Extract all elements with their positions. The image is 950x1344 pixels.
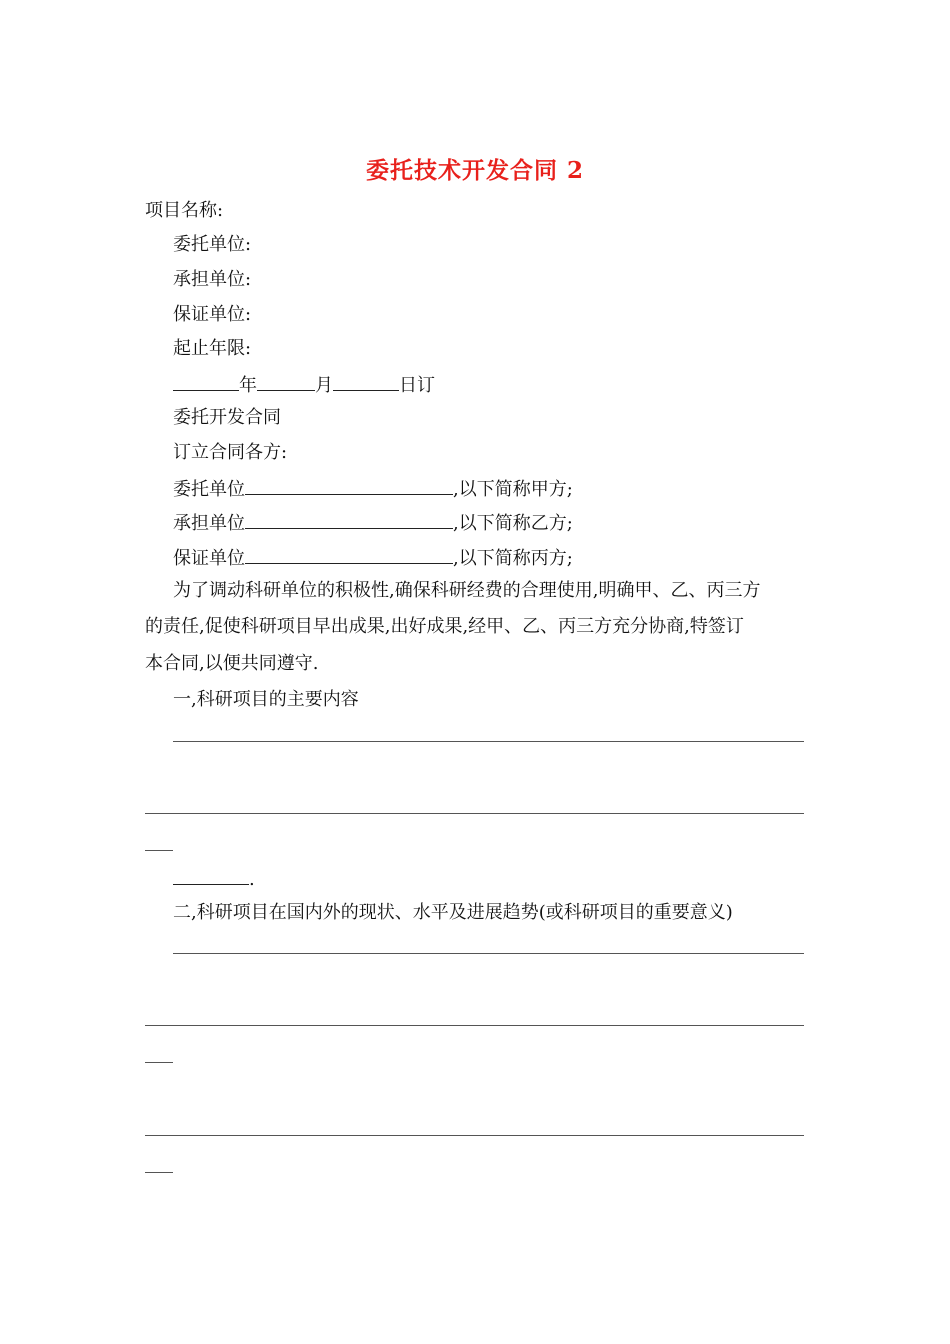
guarantee-unit-field: 保证单位: — [173, 304, 252, 325]
party-c-blank — [245, 545, 453, 564]
year-label: 年 — [239, 375, 257, 396]
party-b-line — [173, 510, 573, 536]
section1-end-blank — [173, 866, 249, 885]
party-a-line — [173, 476, 573, 502]
section1-end-mark: . — [249, 869, 255, 890]
party-c-label: 保证单位 — [173, 548, 245, 569]
party-b-suffix: ,以下简称乙方; — [453, 513, 573, 534]
party-b-blank — [245, 510, 453, 529]
section2-rule-tail-1 — [145, 1062, 173, 1063]
party-a-label: 委托单位 — [173, 479, 245, 500]
day-blank — [333, 372, 399, 391]
section1-rule-2 — [145, 813, 804, 814]
party-c-suffix: ,以下简称丙方; — [453, 548, 573, 569]
section2-heading: 二,科研项目在国内外的现状、水平及进展趋势(或科研项目的重要意义) — [173, 902, 733, 923]
section2-rule-2 — [145, 1025, 804, 1026]
party-b-label: 承担单位 — [173, 513, 245, 534]
section2-rule-1 — [173, 953, 804, 954]
project-name-field: 项目名称: — [145, 200, 224, 221]
section2-rule-tail-2 — [145, 1172, 173, 1173]
year-blank — [173, 372, 239, 391]
undertaking-unit-field: 承担单位: — [173, 269, 252, 290]
party-a-blank — [245, 476, 453, 495]
day-label: 日订 — [399, 375, 435, 396]
preamble-line-2: 的责任,促使科研项目早出成果,出好成果,经甲、乙、丙三方充分协商,特签订 — [145, 616, 744, 637]
section2-rule-3 — [145, 1135, 804, 1136]
party-c-line — [173, 545, 573, 571]
entrusting-unit-field: 委托单位: — [173, 234, 252, 255]
period-field: 起止年限: — [173, 338, 252, 359]
section1-end-line — [173, 866, 255, 892]
section1-heading: 一,科研项目的主要内容 — [173, 689, 359, 710]
document-title: 委托技术开发合同 2 — [365, 157, 584, 184]
section1-rule-tail — [145, 850, 173, 851]
preamble-line-1: 为了调动科研单位的积极性,确保科研经费的合理使用,明确甲、乙、丙三方 — [173, 580, 761, 601]
party-a-suffix: ,以下简称甲方; — [453, 479, 573, 500]
parties-heading: 订立合同各方: — [173, 442, 288, 463]
date-line — [173, 372, 435, 398]
month-label: 月 — [315, 375, 333, 396]
month-blank — [257, 372, 315, 391]
section1-rule-1 — [173, 741, 804, 742]
preamble-line-3: 本合同,以便共同遵守. — [145, 653, 319, 674]
contract-name: 委托开发合同 — [173, 407, 281, 428]
